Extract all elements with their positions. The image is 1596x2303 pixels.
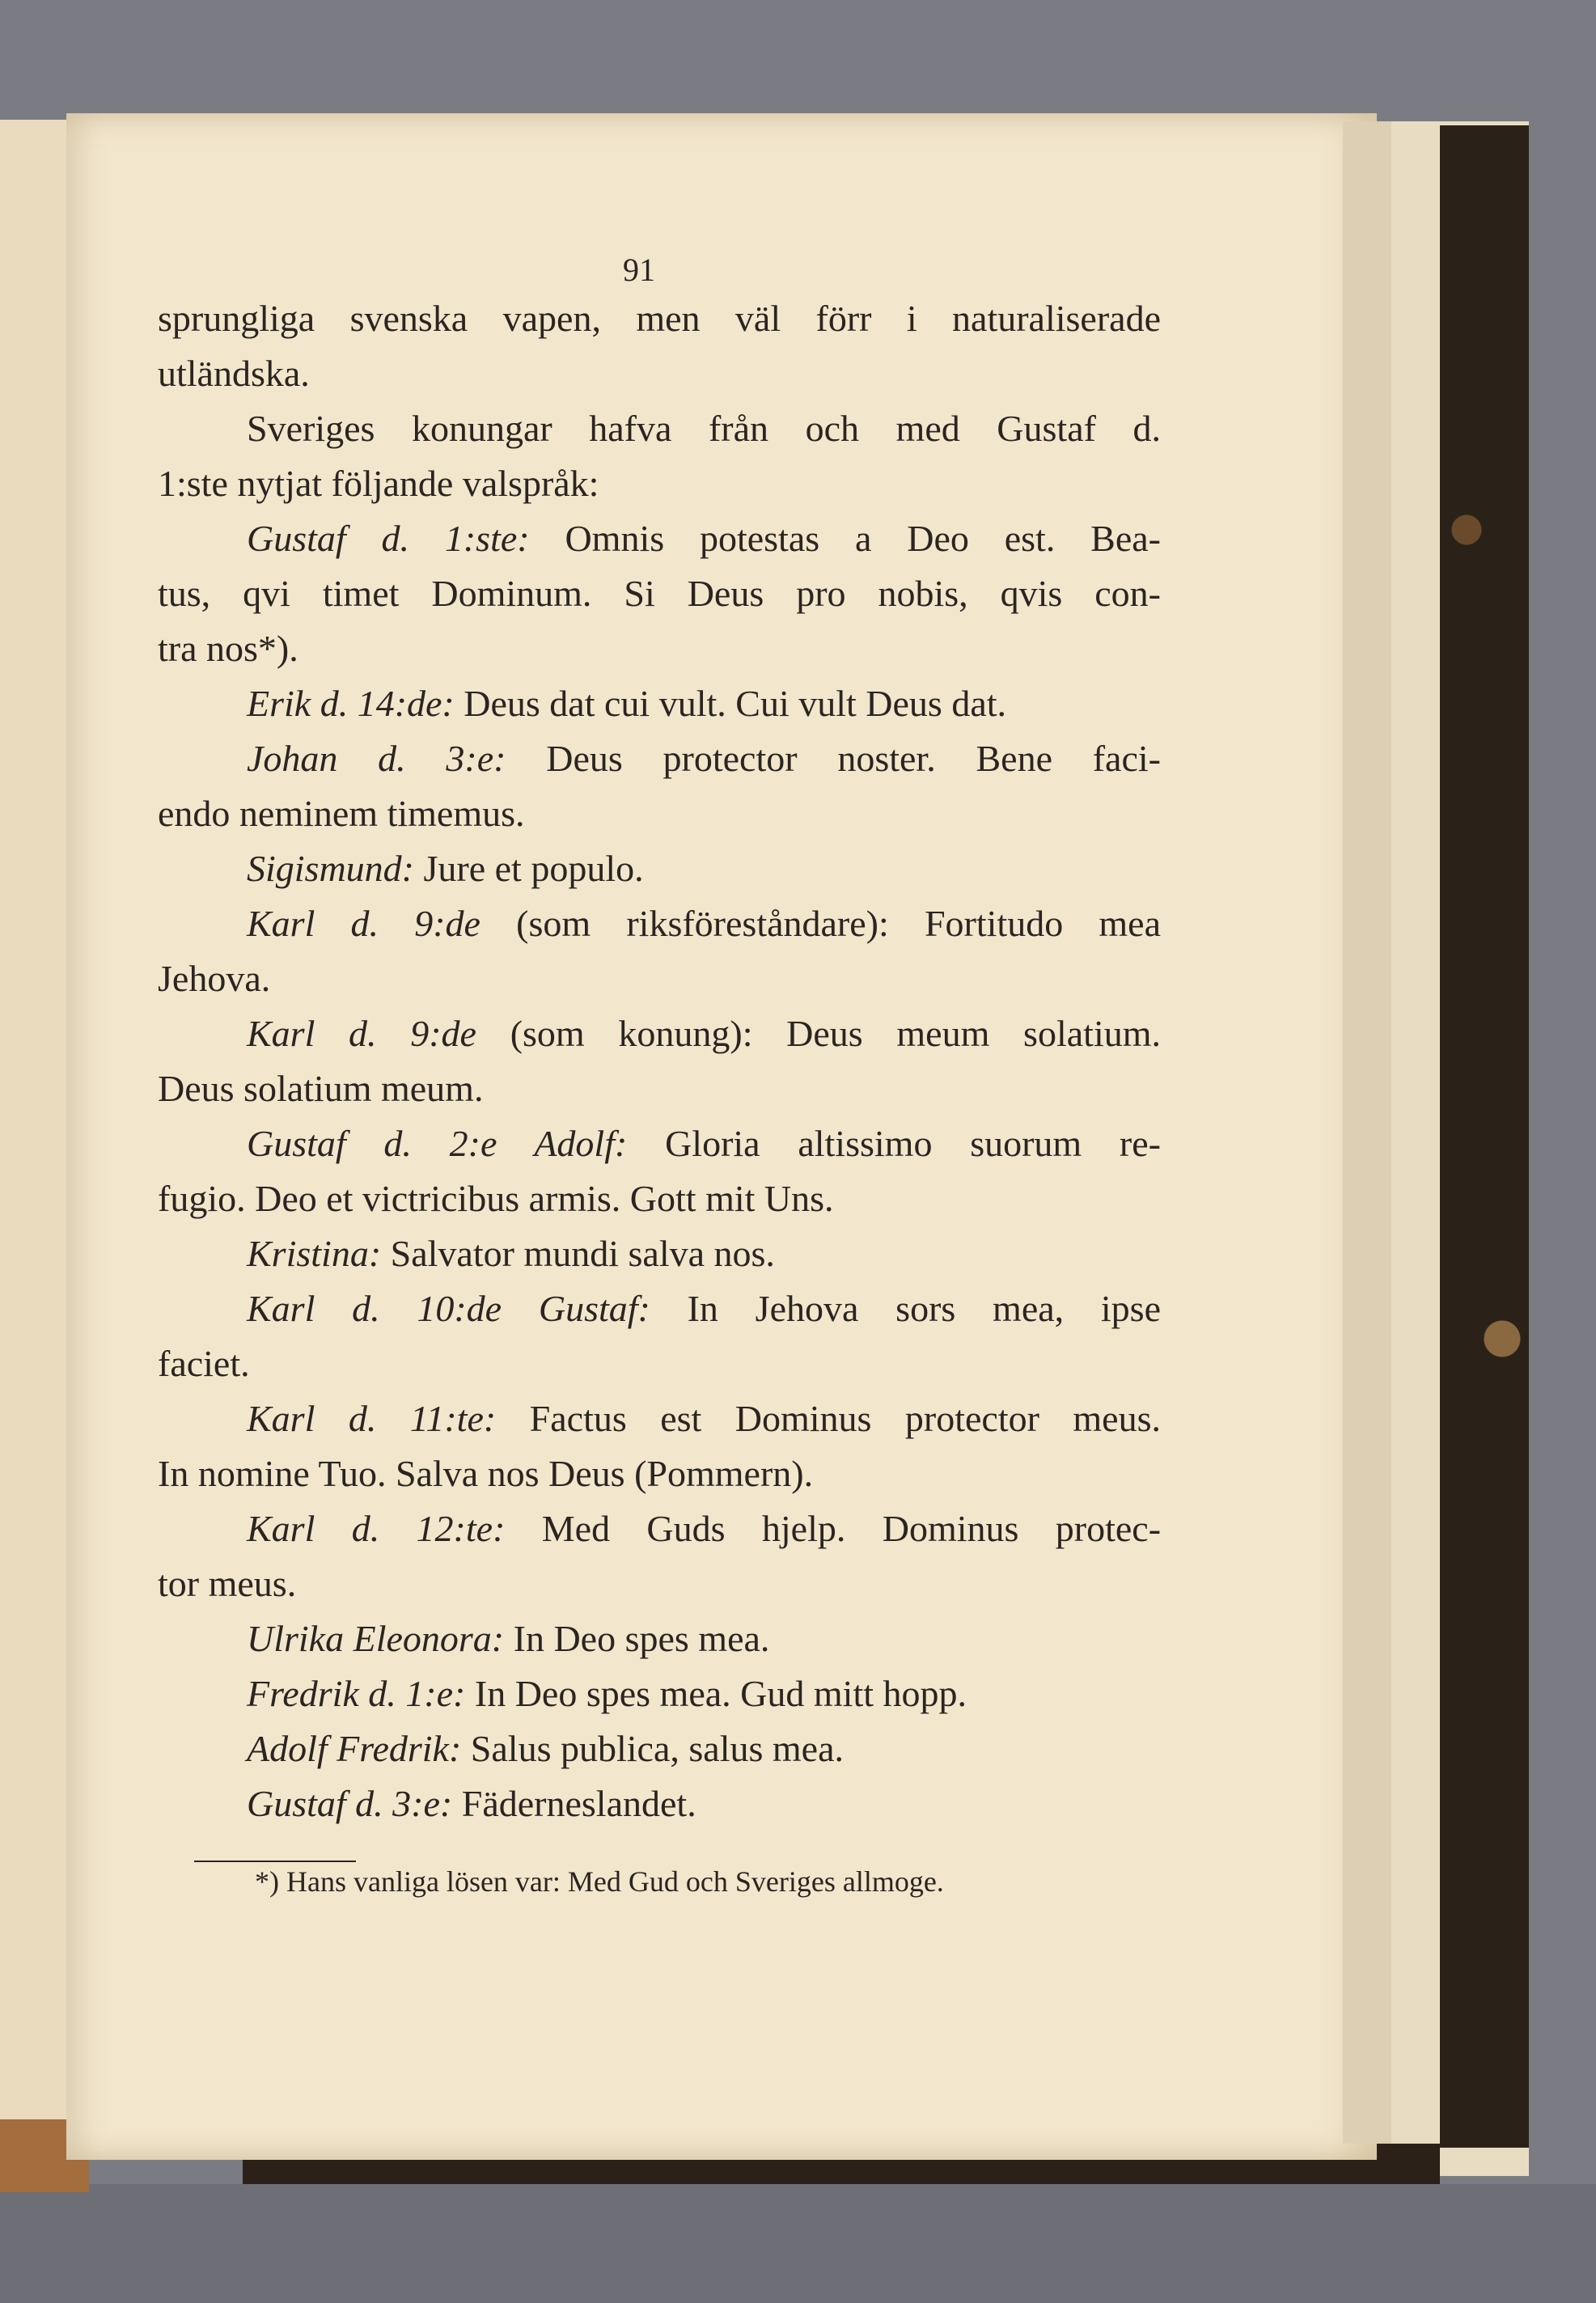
text-line: fugio. Deo et victricibus armis. Gott mit Uns. <box>158 1178 834 1219</box>
motto-line <box>158 676 1161 731</box>
text-line: endo neminem timemus. <box>158 793 525 834</box>
motto-line <box>158 1226 1161 1281</box>
motto-line <box>158 1776 1161 1831</box>
king-name: Karl d. 10:de Gustaf: <box>247 1288 650 1329</box>
motto-line <box>158 1391 1161 1446</box>
motto-text: Fäderneslandet. <box>461 1783 696 1824</box>
text-line: tor meus. <box>158 1563 297 1604</box>
motto-text: Deus protector noster. Bene faci- <box>546 738 1161 779</box>
king-name: Ulrika Eleonora: <box>247 1618 505 1659</box>
left-page-edge <box>0 120 69 2174</box>
motto-line <box>158 1666 1161 1721</box>
motto-line <box>158 731 1161 786</box>
king-name: Johan d. 3:e: <box>247 738 506 779</box>
marbled-cover <box>1440 125 1529 2148</box>
motto-line <box>158 1281 1161 1336</box>
text-line: 1:ste nytjat följande valspråk: <box>158 463 599 504</box>
king-name: Karl d. 12:te: <box>247 1508 506 1549</box>
motto-line <box>158 1501 1161 1556</box>
motto-text: Med Guds hjelp. Dominus protec- <box>541 1508 1162 1549</box>
motto-text: Jure et populo. <box>423 848 644 889</box>
king-name: Sigismund: <box>247 848 414 889</box>
motto-line <box>158 896 1161 951</box>
motto-line <box>158 1721 1161 1776</box>
king-name: Fredrik d. 1:e: <box>247 1673 466 1714</box>
text-line: Sveriges konungar hafva från och med Gustaf d. <box>247 408 1161 449</box>
king-name: Kristina: <box>247 1233 382 1274</box>
motto-text: (som riksföreståndare): Fortitudo mea <box>516 903 1161 944</box>
page-gutter-shade <box>1343 121 1391 2144</box>
motto-text: (som konung): Deus meum solatium. <box>510 1013 1162 1054</box>
motto-text: Factus est Dominus protector meus. <box>529 1398 1162 1439</box>
motto-line <box>158 1611 1161 1666</box>
king-name: Erik d. 14:de: <box>247 683 455 724</box>
king-name: Gustaf d. 2:e Adolf: <box>247 1123 628 1164</box>
text-line: tra nos*). <box>158 628 298 669</box>
motto-text: In Deo spes mea. Gud mitt hopp. <box>474 1673 967 1714</box>
text-line: Jehova. <box>158 958 271 999</box>
motto-line <box>158 1006 1161 1061</box>
text-line: utländska. <box>158 353 310 394</box>
page-number: 91 <box>623 252 655 288</box>
text-line: tus, qvi timet Dominum. Si Deus pro nobis, qvis con- <box>158 573 1161 614</box>
motto-text: In Deo spes mea. <box>513 1618 770 1659</box>
motto-line <box>158 511 1161 566</box>
motto-text: Salus publica, salus mea. <box>470 1728 844 1769</box>
footnote-rule <box>194 1861 356 1862</box>
page-text <box>158 291 1161 1831</box>
motto-text: Deus dat cui vult. Cui vult Deus dat. <box>464 683 1007 724</box>
motto-line <box>158 1116 1161 1171</box>
motto-text: In Jehova sors mea, ipse <box>687 1288 1161 1329</box>
king-name: Gustaf d. 1:ste: <box>247 518 530 559</box>
motto-text: Omnis potestas a Deo est. Bea- <box>565 518 1161 559</box>
motto-text: Gloria altissimo suorum re- <box>665 1123 1161 1164</box>
text-line: faciet. <box>158 1343 250 1384</box>
motto-text: Salvator mundi salva nos. <box>390 1233 775 1274</box>
text-line: In nomine Tuo. Salva nos Deus (Pommern). <box>158 1453 814 1494</box>
king-name: Karl d. 11:te: <box>247 1398 497 1439</box>
desk-bottom <box>0 2184 1596 2303</box>
king-name: Adolf Fredrik: <box>247 1728 462 1769</box>
king-name: Karl d. 9:de <box>247 903 480 944</box>
footnote: *) Hans vanliga lösen var: Med Gud och Sveriges allmoge. <box>255 1865 944 1898</box>
text-line: sprungliga svenska vapen, men väl förr i naturaliserade <box>158 298 1161 339</box>
king-name: Karl d. 9:de <box>247 1013 476 1054</box>
king-name: Gustaf d. 3:e: <box>247 1783 453 1824</box>
motto-line <box>158 841 1161 896</box>
text-line: Deus solatium meum. <box>158 1068 484 1109</box>
